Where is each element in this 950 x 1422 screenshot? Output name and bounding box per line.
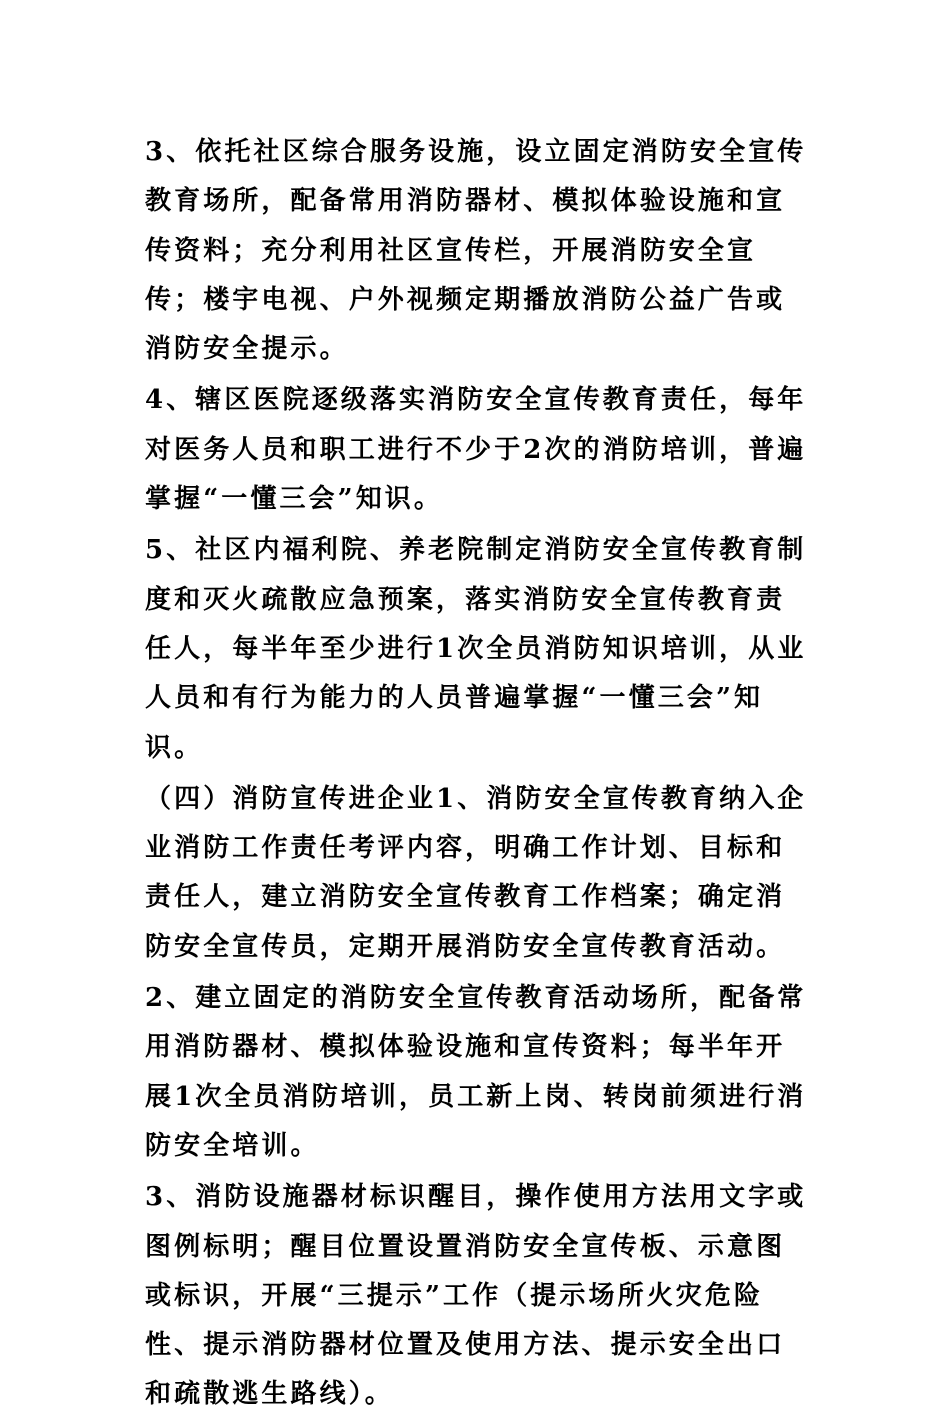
paragraph-community-facilities: 3、依托社区综合服务设施，设立固定消防安全宣传教育场所，配备常用消防器材、模拟体验设施和宣传资料；充分利用社区宣传栏，开展消防安全宣传；楼宇电视、户外视频定期播放消防公益广告或消防安全提示。: [145, 137, 807, 365]
paragraph-enterprise-section: （四）消防宣传进企业1、消防安全宣传教育纳入企业消防工作责任考评内容，明确工作计划、目标和责任人，建立消防安全宣传教育工作档案；确定消防安全宣传员，定期开展消防安全宣传教育活动。: [145, 783, 807, 962]
paragraph-equipment-signage: 3、消防设施器材标识醒目，操作使用方法用文字或图例标明；醒目位置设置消防安全宣传板、示意图或标识，开展“三提示”工作（提示场所火灾危险性、提示消防器材位置及使用方法、提示安全出口和疏散逃生路线）。: [145, 1182, 807, 1410]
paragraph-hospital-training: 4、辖区医院逐级落实消防安全宣传教育责任，每年对医务人员和职工进行不少于2次的消防培训，普遍掌握“一懂三会”知识。: [145, 385, 807, 515]
paragraph-welfare-homes: 5、社区内福利院、养老院制定消防安全宣传教育制度和灭火疏散应急预案，落实消防安全宣传教育责任人，每半年至少进行1次全员消防知识培训，从业人员和有行为能力的人员普遍掌握“一懂三会”知识。: [145, 535, 807, 763]
document-body: [145, 128, 810, 1422]
paragraph-enterprise-venue: 2、建立固定的消防安全宣传教育活动场所，配备常用消防器材、模拟体验设施和宣传资料；每半年开展1次全员消防培训，员工新上岗、转岗前须进行消防安全培训。: [145, 983, 807, 1161]
